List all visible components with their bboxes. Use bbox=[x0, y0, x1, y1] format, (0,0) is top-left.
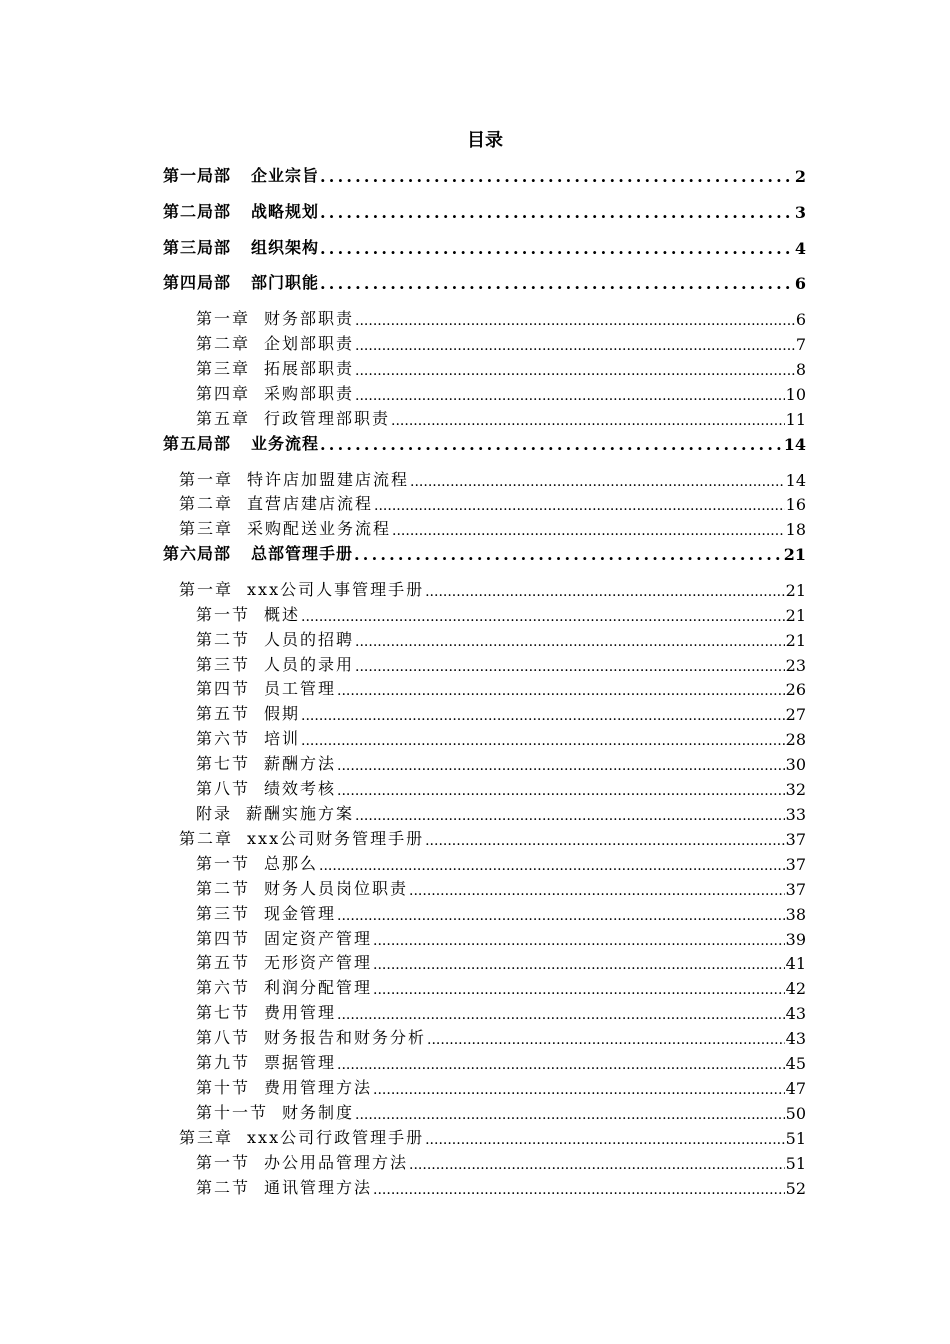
toc-entry-label bbox=[196, 950, 372, 973]
toc-leader-dots bbox=[427, 1032, 785, 1048]
toc-entry-text: 企划部职责 bbox=[264, 334, 355, 353]
toc-page-number: 10 bbox=[785, 385, 806, 404]
toc-chapter-entry[interactable] bbox=[196, 381, 806, 404]
toc-page-number: 50 bbox=[785, 1104, 806, 1123]
toc-entry-text: 费用管理 bbox=[264, 1003, 337, 1022]
toc-entry-text: 人员的招聘 bbox=[264, 630, 355, 649]
toc-chapter-entry[interactable] bbox=[179, 516, 806, 539]
toc-entry-prefix: 第六节 bbox=[196, 729, 251, 748]
toc-leader-dots bbox=[355, 1107, 785, 1123]
toc-entry-text: 无形资产管理 bbox=[264, 953, 373, 972]
toc-page-number: 18 bbox=[785, 520, 806, 539]
toc-entry-label bbox=[196, 876, 408, 899]
toc-entry-prefix: 附录 bbox=[196, 804, 233, 823]
toc-entry-label bbox=[179, 467, 409, 490]
toc-entry-prefix: 第三章 bbox=[179, 519, 234, 538]
toc-section-entry[interactable] bbox=[196, 1075, 806, 1098]
toc-chapter-entry[interactable] bbox=[179, 467, 806, 490]
toc-leader-dots bbox=[301, 609, 785, 625]
toc-entry-prefix: 第二章 bbox=[179, 829, 234, 848]
toc-entry-label bbox=[196, 1025, 426, 1048]
toc-page-number: 6 bbox=[795, 310, 806, 329]
toc-entry-text: 财务制度 bbox=[282, 1103, 355, 1122]
toc-page-number: 4 bbox=[794, 239, 806, 258]
toc-entry-prefix: 第六节 bbox=[196, 978, 251, 997]
toc-entry-label bbox=[196, 851, 318, 874]
toc-entry-text: 企业宗旨 bbox=[251, 166, 320, 185]
toc-page-number: 28 bbox=[785, 730, 806, 749]
toc-entry-label bbox=[196, 406, 390, 429]
toc-leader-dots bbox=[355, 313, 795, 329]
toc-leader-dots bbox=[374, 498, 785, 514]
toc-leader-dots bbox=[373, 1182, 785, 1198]
toc-entry-prefix: 第二章 bbox=[179, 494, 234, 513]
toc-entry-text: 利润分配管理 bbox=[264, 978, 373, 997]
toc-chapter-entry[interactable] bbox=[179, 491, 806, 514]
toc-entry-label bbox=[196, 602, 300, 625]
toc-leader-dots bbox=[373, 1082, 785, 1098]
toc-entry-label bbox=[196, 801, 354, 824]
toc-entry-prefix: 第三节 bbox=[196, 904, 251, 923]
toc-chapter-entry[interactable] bbox=[179, 1125, 806, 1148]
toc-leader-dots bbox=[337, 1007, 785, 1023]
toc-section-entry[interactable] bbox=[196, 801, 806, 824]
toc-entry-text: 财务部职责 bbox=[264, 309, 355, 328]
toc-leader-dots bbox=[355, 808, 785, 824]
toc-section-entry[interactable] bbox=[196, 975, 806, 998]
toc-entry-label bbox=[196, 381, 354, 404]
toc-entry-prefix: 第九节 bbox=[196, 1053, 251, 1072]
toc-entry-text: 业务流程 bbox=[251, 434, 320, 453]
toc-part-entry[interactable] bbox=[163, 199, 806, 222]
toc-entry-label bbox=[163, 163, 319, 186]
toc-entry-text: 现金管理 bbox=[264, 904, 337, 923]
toc-entry-text: 组织架构 bbox=[251, 238, 320, 257]
toc-entry-prefix: 第一节 bbox=[196, 1153, 251, 1172]
toc-page-number: 43 bbox=[785, 1004, 806, 1023]
toc-leader-dots bbox=[301, 733, 785, 749]
toc-entry-label bbox=[163, 270, 319, 293]
toc-entry-text: 培训 bbox=[264, 729, 301, 748]
toc-entry-prefix: 第二章 bbox=[196, 334, 251, 353]
toc-entry-label bbox=[196, 926, 372, 949]
toc-entry-prefix: 第四章 bbox=[196, 384, 251, 403]
toc-entry-text: 采购配送业务流程 bbox=[247, 519, 392, 538]
toc-page-number: 39 bbox=[785, 930, 806, 949]
toc-entry-label bbox=[196, 652, 354, 675]
toc-section-entry[interactable] bbox=[196, 726, 806, 749]
toc-section-entry[interactable] bbox=[196, 751, 806, 774]
toc-entry-label bbox=[196, 726, 300, 749]
toc-page-number: 52 bbox=[785, 1179, 806, 1198]
toc-leader-dots bbox=[337, 908, 785, 924]
toc-section-entry[interactable] bbox=[196, 602, 806, 625]
toc-entry-label bbox=[196, 975, 372, 998]
toc-part-entry[interactable] bbox=[163, 163, 806, 186]
toc-entry-text: 费用管理方法 bbox=[264, 1078, 373, 1097]
toc-entry-text: 绩效考核 bbox=[264, 779, 337, 798]
toc-leader-dots bbox=[337, 683, 785, 699]
toc-entry-label bbox=[196, 306, 354, 329]
toc-entry-text: 假期 bbox=[264, 704, 301, 723]
toc-entry-text: xxx公司财务管理手册 bbox=[247, 829, 425, 848]
toc-entry-text: 人员的录用 bbox=[264, 655, 355, 674]
toc-section-entry[interactable] bbox=[196, 851, 806, 874]
toc-page-number: 45 bbox=[785, 1054, 806, 1073]
toc-page-number: 26 bbox=[785, 680, 806, 699]
toc-page-number: 51 bbox=[785, 1154, 806, 1173]
toc-leader-dots bbox=[320, 167, 794, 186]
toc-page-number: 38 bbox=[785, 905, 806, 924]
toc-section-entry[interactable] bbox=[196, 627, 806, 650]
toc-entry-label bbox=[196, 676, 336, 699]
toc-page-number: 32 bbox=[785, 780, 806, 799]
toc-chapter-entry[interactable] bbox=[179, 577, 806, 600]
toc-section-entry[interactable] bbox=[196, 926, 806, 949]
toc-leader-dots bbox=[319, 858, 785, 874]
toc-entry-text: 总那么 bbox=[264, 854, 319, 873]
toc-leader-dots bbox=[320, 435, 783, 454]
toc-entry-text: 票据管理 bbox=[264, 1053, 337, 1072]
toc-part-entry[interactable] bbox=[163, 235, 806, 258]
toc-title: 目录 bbox=[467, 130, 503, 151]
toc-page-number: 33 bbox=[785, 805, 806, 824]
toc-entry-prefix: 第三节 bbox=[196, 655, 251, 674]
toc-leader-dots bbox=[410, 474, 785, 490]
toc-entry-prefix: 第二局部 bbox=[163, 202, 232, 221]
toc-page-number: 11 bbox=[785, 410, 806, 429]
toc-entry-text: 薪酬方法 bbox=[264, 754, 337, 773]
toc-entry-prefix: 第五章 bbox=[196, 409, 251, 428]
toc-entry-text: 员工管理 bbox=[264, 679, 337, 698]
toc-entry-label bbox=[196, 356, 354, 379]
toc-section-entry[interactable] bbox=[196, 676, 806, 699]
toc-entry-prefix: 第一章 bbox=[196, 309, 251, 328]
toc-page-number: 21 bbox=[785, 606, 806, 625]
toc-section-entry[interactable] bbox=[196, 701, 806, 724]
toc-entry-label bbox=[196, 776, 336, 799]
toc-leader-dots bbox=[301, 708, 785, 724]
toc-entry-text: 固定资产管理 bbox=[264, 929, 373, 948]
toc-entry-text: 薪酬实施方案 bbox=[246, 804, 355, 823]
toc-entry-label bbox=[163, 431, 319, 454]
toc-section-entry[interactable] bbox=[196, 652, 806, 675]
toc-entry-label bbox=[163, 541, 353, 564]
toc-leader-dots bbox=[355, 634, 785, 650]
toc-entry-prefix: 第一章 bbox=[179, 470, 234, 489]
toc-chapter-entry[interactable] bbox=[196, 331, 806, 354]
toc-entry-label bbox=[179, 1125, 424, 1148]
toc-entry-text: 通讯管理方法 bbox=[264, 1178, 373, 1197]
toc-page-number: 8 bbox=[795, 360, 806, 379]
toc-section-entry[interactable] bbox=[196, 776, 806, 799]
toc-entry-prefix: 第五节 bbox=[196, 953, 251, 972]
toc-leader-dots bbox=[355, 388, 785, 404]
toc-leader-dots bbox=[373, 982, 785, 998]
toc-entry-prefix: 第五节 bbox=[196, 704, 251, 723]
toc-leader-dots bbox=[355, 363, 795, 379]
toc-entry-prefix: 第八节 bbox=[196, 779, 251, 798]
toc-entry-prefix: 第一节 bbox=[196, 605, 251, 624]
toc-entry-prefix: 第十节 bbox=[196, 1078, 251, 1097]
toc-entry-prefix: 第一节 bbox=[196, 854, 251, 873]
toc-entry-text: 拓展部职责 bbox=[264, 359, 355, 378]
toc-section-entry[interactable] bbox=[196, 876, 806, 899]
toc-leader-dots bbox=[425, 1132, 785, 1148]
toc-entry-label bbox=[179, 577, 424, 600]
toc-part-entry[interactable] bbox=[163, 431, 806, 454]
toc-entry-label bbox=[163, 199, 319, 222]
toc-leader-dots bbox=[391, 413, 785, 429]
toc-leader-dots bbox=[337, 783, 785, 799]
toc-entry-prefix: 第六局部 bbox=[163, 544, 232, 563]
toc-entry-text: 直营店建店流程 bbox=[247, 494, 374, 513]
toc-entry-text: 概述 bbox=[264, 605, 301, 624]
toc-entry-prefix: 第五局部 bbox=[163, 434, 232, 453]
toc-leader-dots bbox=[409, 883, 785, 899]
toc-page-number: 14 bbox=[785, 471, 806, 490]
toc-entry-prefix: 第三章 bbox=[179, 1128, 234, 1147]
toc-entry-text: 总部管理手册 bbox=[251, 544, 354, 563]
toc-leader-dots bbox=[425, 833, 785, 849]
toc-entry-prefix: 第四节 bbox=[196, 929, 251, 948]
toc-entry-text: xxx公司行政管理手册 bbox=[247, 1128, 425, 1147]
toc-entry-label bbox=[163, 235, 319, 258]
toc-entry-prefix: 第二节 bbox=[196, 1178, 251, 1197]
toc-entry-text: 部门职能 bbox=[251, 273, 320, 292]
toc-entry-label bbox=[179, 826, 424, 849]
toc-page-number: 14 bbox=[783, 435, 806, 454]
toc-section-entry[interactable] bbox=[196, 1000, 806, 1023]
toc-entry-label bbox=[179, 516, 391, 539]
toc-entry-text: xxx公司人事管理手册 bbox=[247, 580, 425, 599]
toc-entry-label bbox=[196, 1100, 354, 1123]
toc-entry-text: 财务报告和财务分析 bbox=[264, 1028, 427, 1047]
toc-page-number: 37 bbox=[785, 830, 806, 849]
toc-entry-label bbox=[196, 331, 354, 354]
toc-entry-prefix: 第二节 bbox=[196, 879, 251, 898]
toc-entry-prefix: 第三章 bbox=[196, 359, 251, 378]
toc-entry-prefix: 第一局部 bbox=[163, 166, 232, 185]
toc-page-number: 21 bbox=[785, 631, 806, 650]
toc-entry-prefix: 第一章 bbox=[179, 580, 234, 599]
toc-entry-prefix: 第八节 bbox=[196, 1028, 251, 1047]
toc-leader-dots bbox=[337, 758, 785, 774]
toc-leader-dots bbox=[320, 239, 794, 258]
toc-entry-prefix: 第二节 bbox=[196, 630, 251, 649]
toc-page-number: 7 bbox=[795, 335, 806, 354]
toc-entry-text: 财务人员岗位职责 bbox=[264, 879, 409, 898]
toc-page-number: 42 bbox=[785, 979, 806, 998]
toc-entry-label bbox=[196, 1150, 408, 1173]
toc-section-entry[interactable] bbox=[196, 1100, 806, 1123]
toc-entry-label bbox=[196, 1175, 372, 1198]
toc-page-number: 3 bbox=[794, 203, 806, 222]
toc-entry-prefix: 第七节 bbox=[196, 1003, 251, 1022]
toc-entry-text: 采购部职责 bbox=[264, 384, 355, 403]
toc-page-number: 30 bbox=[785, 755, 806, 774]
toc-leader-dots bbox=[354, 545, 783, 564]
toc-entry-label bbox=[196, 1075, 372, 1098]
toc-chapter-entry[interactable] bbox=[179, 826, 806, 849]
toc-page-number: 37 bbox=[785, 855, 806, 874]
toc-leader-dots bbox=[392, 523, 785, 539]
toc-chapter-entry[interactable] bbox=[196, 356, 806, 379]
toc-entry-prefix: 第十一节 bbox=[196, 1103, 269, 1122]
toc-entry-label bbox=[196, 751, 336, 774]
toc-leader-dots bbox=[355, 338, 795, 354]
toc-entry-prefix: 第四局部 bbox=[163, 273, 232, 292]
toc-page-number: 37 bbox=[785, 880, 806, 899]
toc-section-entry[interactable] bbox=[196, 901, 806, 924]
toc-leader-dots bbox=[373, 933, 785, 949]
toc-page-number: 41 bbox=[785, 954, 806, 973]
toc-page-number: 16 bbox=[785, 495, 806, 514]
toc-entry-prefix: 第三局部 bbox=[163, 238, 232, 257]
toc-leader-dots bbox=[355, 659, 785, 675]
toc-chapter-entry[interactable] bbox=[196, 406, 806, 429]
toc-page-number: 43 bbox=[785, 1029, 806, 1048]
toc-entry-text: 办公用品管理方法 bbox=[264, 1153, 409, 1172]
toc-section-entry[interactable] bbox=[196, 1025, 806, 1048]
toc-entry-label bbox=[196, 627, 354, 650]
toc-page-number: 21 bbox=[783, 545, 806, 564]
toc-entry-text: 行政管理部职责 bbox=[264, 409, 391, 428]
toc-page-number: 2 bbox=[794, 167, 806, 186]
toc-entry-label bbox=[179, 491, 373, 514]
toc-entry-label bbox=[196, 901, 336, 924]
toc-section-entry[interactable] bbox=[196, 1175, 806, 1198]
toc-section-entry[interactable] bbox=[196, 1050, 806, 1073]
toc-page-number: 47 bbox=[785, 1079, 806, 1098]
toc-entry-text: 战略规划 bbox=[251, 202, 320, 221]
toc-leader-dots bbox=[409, 1157, 785, 1173]
toc-entry-label bbox=[196, 1050, 336, 1073]
toc-leader-dots bbox=[320, 274, 794, 293]
toc-leader-dots bbox=[425, 584, 785, 600]
toc-entry-label bbox=[196, 1000, 336, 1023]
toc-page-number: 27 bbox=[785, 705, 806, 724]
toc-entry-text: 特许店加盟建店流程 bbox=[247, 470, 410, 489]
toc-page-number: 21 bbox=[785, 581, 806, 600]
toc-chapter-entry[interactable] bbox=[196, 306, 806, 329]
toc-section-entry[interactable] bbox=[196, 950, 806, 973]
toc-section-entry[interactable] bbox=[196, 1150, 806, 1173]
toc-leader-dots bbox=[337, 1057, 785, 1073]
toc-part-entry[interactable] bbox=[163, 541, 806, 564]
toc-page-number: 6 bbox=[794, 274, 806, 293]
toc-entry-prefix: 第四节 bbox=[196, 679, 251, 698]
toc-page-number: 23 bbox=[785, 656, 806, 675]
toc-entry-label bbox=[196, 701, 300, 724]
toc-leader-dots bbox=[373, 957, 785, 973]
toc-page-number: 51 bbox=[785, 1129, 806, 1148]
toc-part-entry[interactable] bbox=[163, 270, 806, 293]
toc-leader-dots bbox=[320, 203, 794, 222]
toc-entry-prefix: 第七节 bbox=[196, 754, 251, 773]
